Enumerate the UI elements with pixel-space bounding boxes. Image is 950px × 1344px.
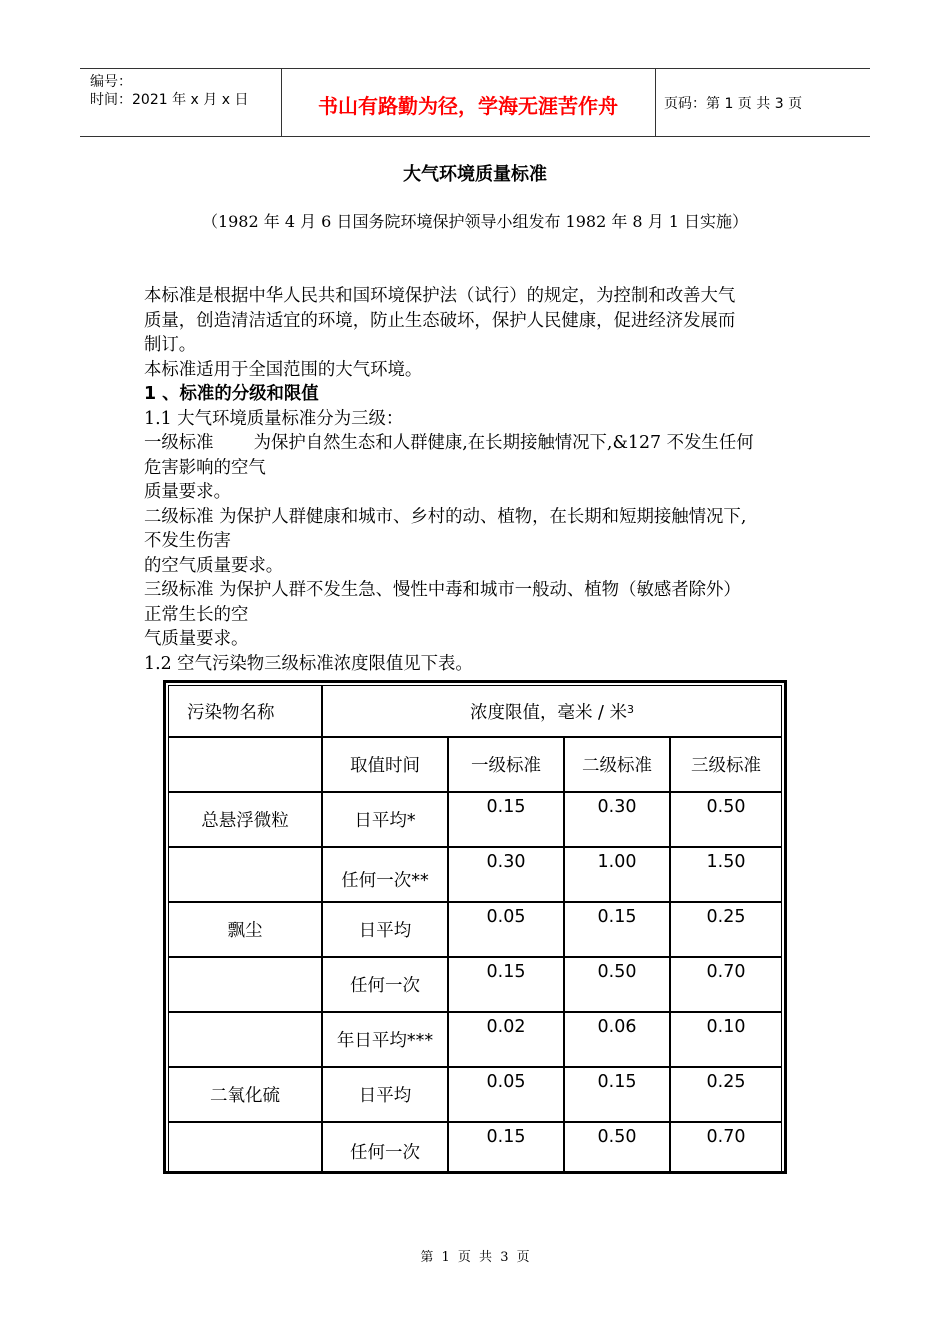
- level1-value: 0.15: [448, 792, 564, 847]
- intro-line: 本标准适用于全国范围的大气环境。: [144, 359, 423, 380]
- level1-value: 0.05: [448, 902, 564, 957]
- time-cell: 日平均: [322, 1067, 448, 1122]
- pollutant-cell: 二氧化硫: [168, 1067, 322, 1122]
- level1-text: 为保护自然生态和人群健康,在长期接触情况下,&127 不发生任何: [253, 433, 754, 453]
- header-bottom-rule: [80, 136, 870, 137]
- level1-value: 0.15: [448, 1122, 564, 1172]
- document-number-label: 编号：: [90, 74, 132, 90]
- pollutant-cell: 飘尘: [168, 902, 322, 957]
- header-sampling-time: 取值时间: [322, 737, 448, 792]
- level2-value: 0.50: [564, 1122, 670, 1172]
- header-level1: 一级标准: [448, 737, 564, 792]
- intro-line: 质量，创造清洁适宜的环境，防止生态破坏，保护人民健康，促进经济发展而: [144, 310, 736, 331]
- level2-value: 0.15: [564, 1067, 670, 1122]
- time-cell: 日平均*: [322, 792, 448, 847]
- level3-value: 0.25: [670, 1067, 782, 1122]
- level1-continuation: 质量要求。: [144, 482, 231, 502]
- level1-value: 0.15: [448, 957, 564, 1012]
- header-motto: 书山有路勤为径，学海无涯苦作舟: [318, 94, 618, 118]
- header-empty-cell: [168, 737, 322, 792]
- level2-value: 0.30: [564, 792, 670, 847]
- subsection-heading: 1.1 大气环境质量标准分为三级：: [144, 408, 404, 429]
- header-concentration-limit: [322, 685, 782, 737]
- section-heading: 1 、标准的分级和限值: [144, 384, 319, 404]
- document-body: [144, 284, 824, 676]
- level2-value: 0.15: [564, 902, 670, 957]
- header-page-info: 页码：第 1 页 共 3 页: [664, 96, 803, 112]
- intro-line: 制订。: [144, 335, 197, 355]
- level2-continuation: 不发生伤害: [144, 531, 231, 551]
- pollutant-cell: [168, 1122, 322, 1172]
- level2-value: 0.06: [564, 1012, 670, 1067]
- header-limit-superscript: 3: [627, 702, 635, 716]
- page-subtitle: （1982 年 4 月 6 日国务院环境保护领导小组发布 1982 年 8 月 1 日实施）: [201, 212, 749, 231]
- intro-line: 本标准是根据中华人民共和国环境保护法（试行）的规定，为控制和改善大气: [144, 286, 736, 306]
- level3-value: 1.50: [670, 847, 782, 902]
- level3-value: 0.70: [670, 1122, 782, 1172]
- level2-continuation: 的空气质量要求。: [144, 555, 284, 576]
- header-divider-right: [655, 68, 656, 136]
- header-level2: 二级标准: [564, 737, 670, 792]
- level3-value: 0.25: [670, 902, 782, 957]
- level2-value: 1.00: [564, 847, 670, 902]
- document-date: 时间：2021 年 x 月 x 日: [90, 92, 249, 108]
- header-level3: 三级标准: [670, 737, 782, 792]
- pollutant-cell: 总悬浮微粒: [168, 792, 322, 847]
- pollutant-cell: [168, 847, 322, 902]
- time-cell: 任何一次: [322, 957, 448, 1012]
- header-pollutant-name: 污染物名称: [168, 685, 322, 737]
- time-cell: 任何一次: [322, 1122, 448, 1172]
- level1-value: 0.05: [448, 1067, 564, 1122]
- level2-value: 0.50: [564, 957, 670, 1012]
- page-footer: 第 1 页 共 3 页: [420, 1250, 530, 1265]
- time-cell: 日平均: [322, 902, 448, 957]
- level2-paragraph: 二级标准 为保护人群健康和城市、乡村的动、植物，在长期和短期接触情况下,: [144, 506, 747, 527]
- pollutant-cell: [168, 957, 322, 1012]
- level3-continuation: 正常生长的空: [144, 604, 249, 625]
- subsection-heading: 1.2 空气污染物三级标准浓度限值见下表。: [144, 653, 473, 674]
- level1-value: 0.30: [448, 847, 564, 902]
- level3-paragraph: 三级标准 为保护人群不发生急、慢性中毒和城市一般动、植物（敏感者除外）: [144, 580, 741, 600]
- time-cell: 年日平均***: [322, 1012, 448, 1067]
- page-title: 大气环境质量标准: [403, 164, 547, 185]
- level1-label: 一级标准: [144, 433, 214, 453]
- header-top-rule: [80, 68, 870, 69]
- level3-value: 0.50: [670, 792, 782, 847]
- pollutant-cell: [168, 1012, 322, 1067]
- level3-continuation: 气质量要求。: [144, 629, 249, 649]
- pollutant-limits-table: [163, 680, 787, 1174]
- level3-value: 0.10: [670, 1012, 782, 1067]
- level3-value: 0.70: [670, 957, 782, 1012]
- level1-continuation: 危害影响的空气: [144, 457, 266, 478]
- header-limit-text: 浓度限值，毫米 / 米: [469, 702, 628, 723]
- time-cell: 任何一次**: [322, 847, 448, 902]
- level1-value: 0.02: [448, 1012, 564, 1067]
- level1-paragraph: [144, 431, 824, 456]
